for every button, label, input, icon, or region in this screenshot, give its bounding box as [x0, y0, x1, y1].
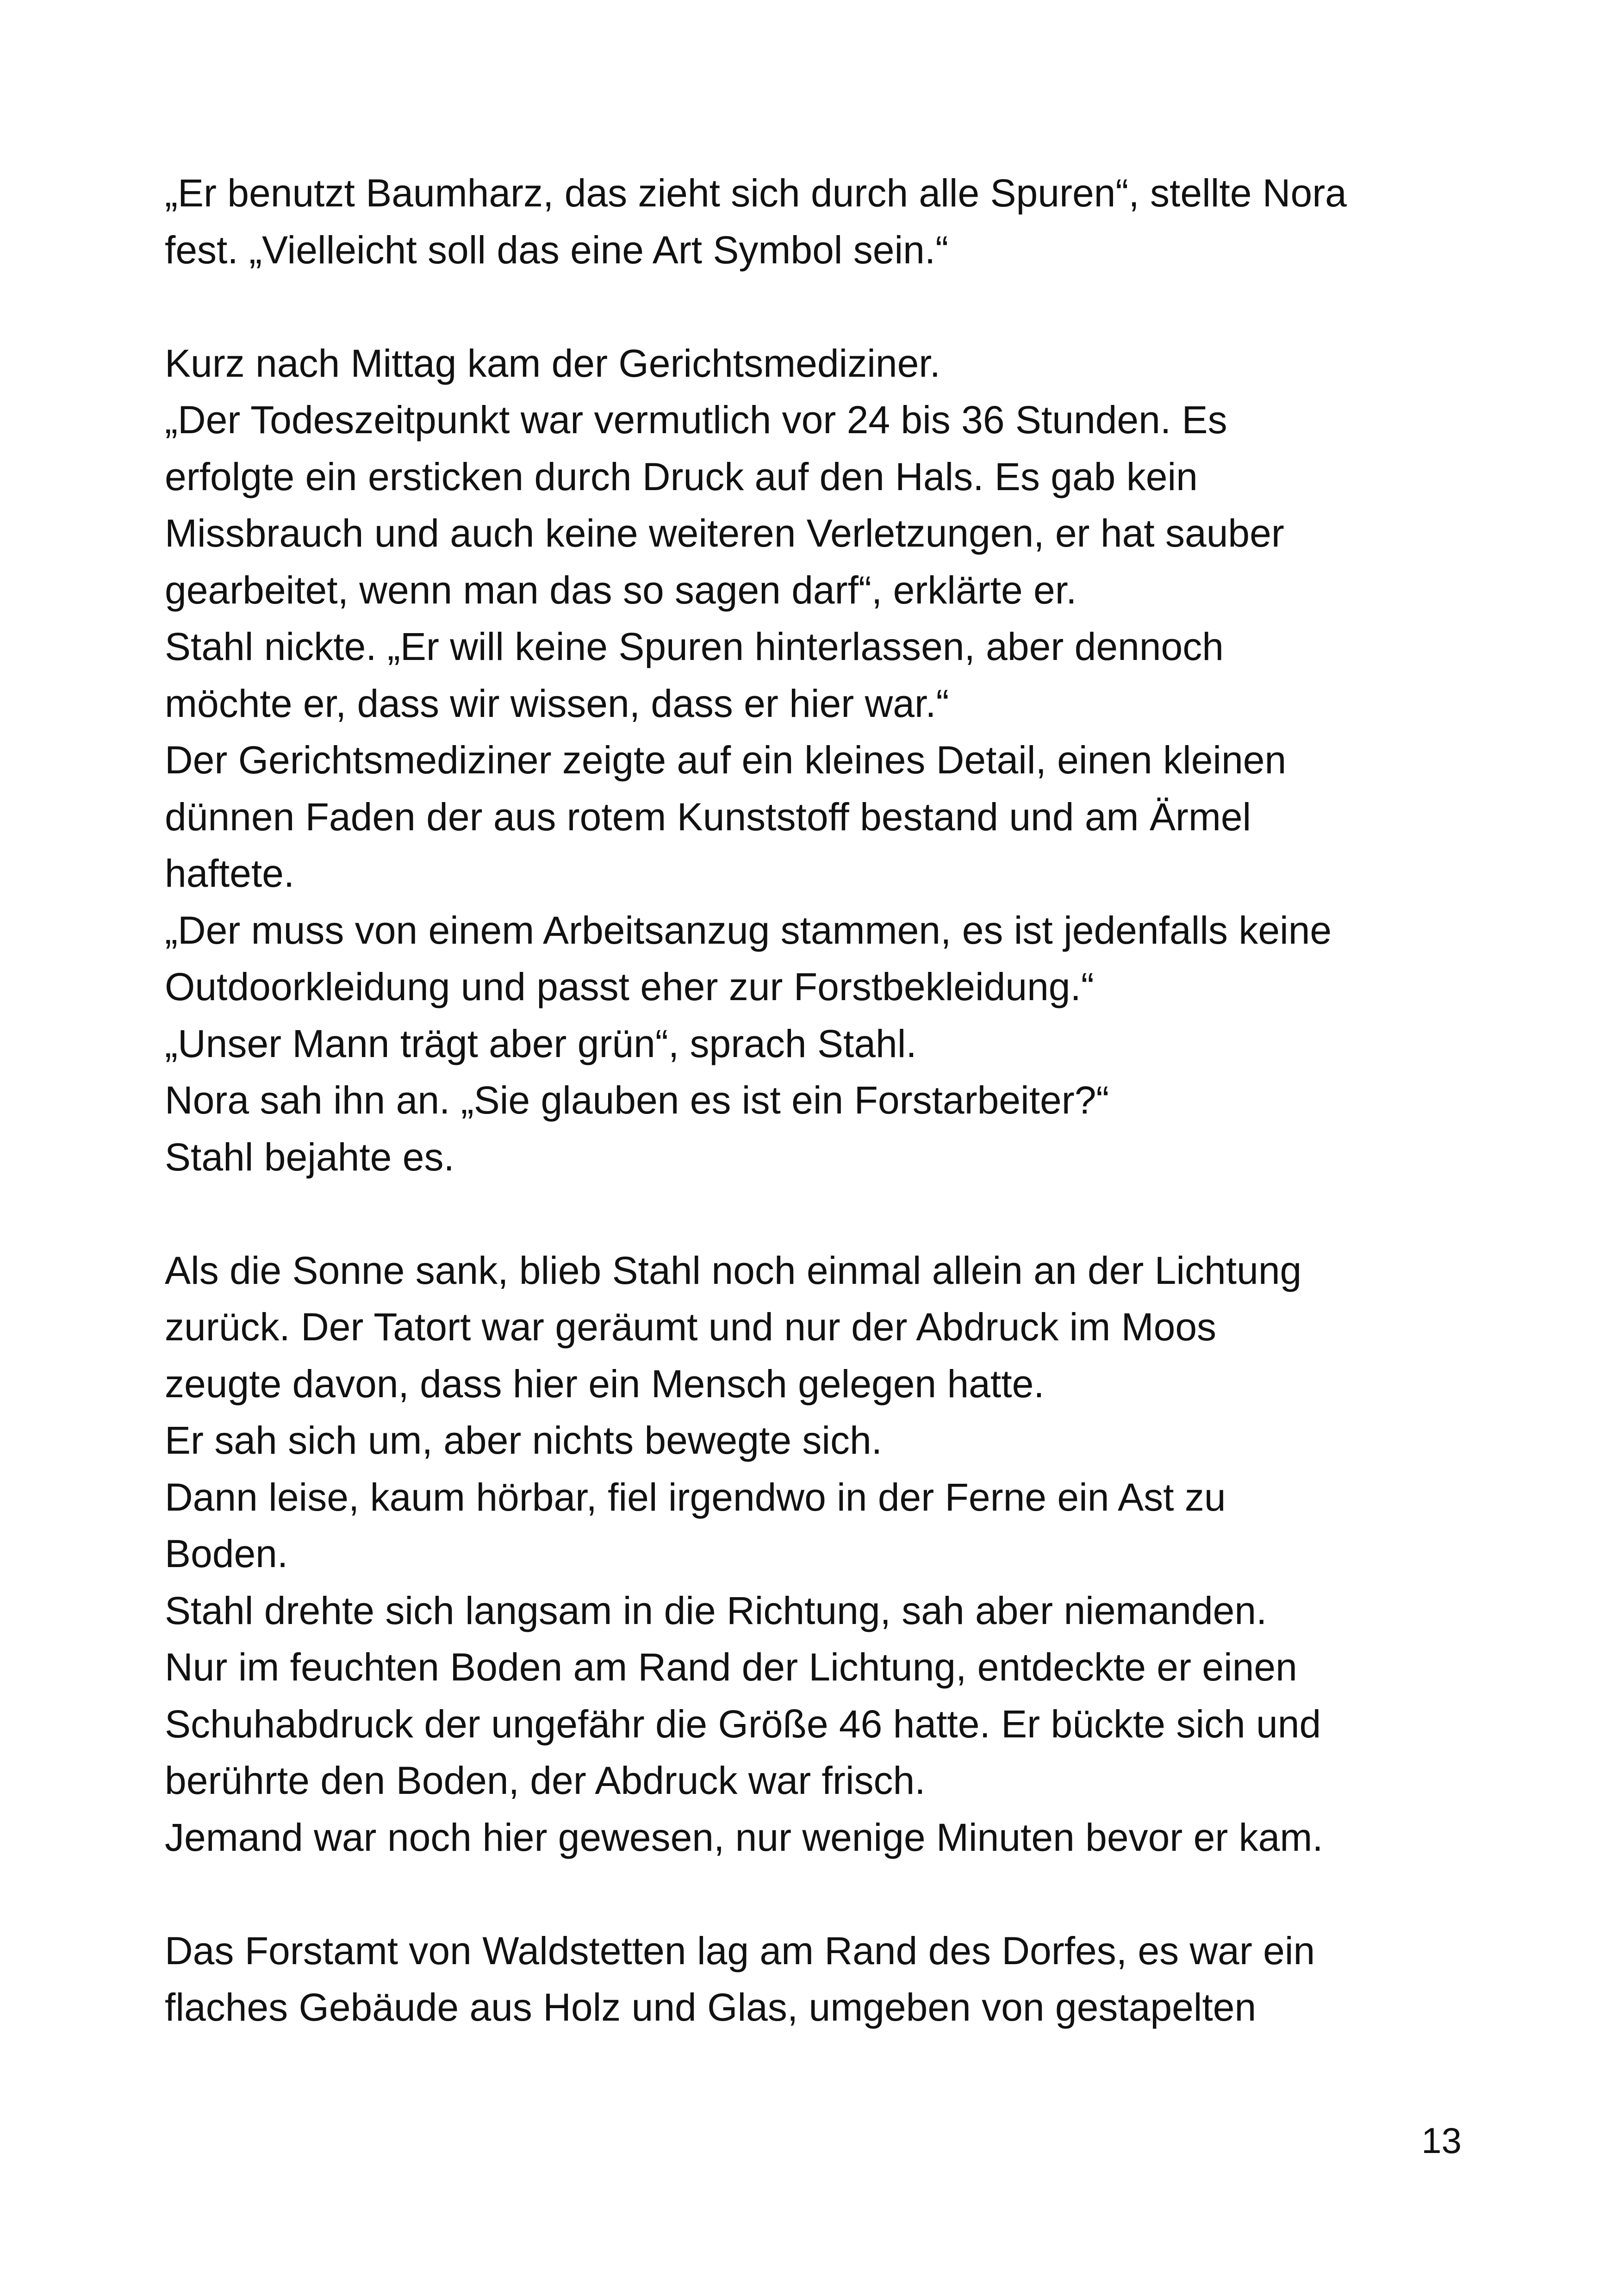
text-line: zurück. Der Tatort war geräumt und nur der Abdruck im Moos [165, 1305, 1217, 1349]
text-line: Dann leise, kaum hörbar, fiel irgendwo in der Ferne ein Ast zu [165, 1475, 1226, 1519]
text-line: „Unser Mann trägt aber grün“, sprach Stahl. [165, 1021, 917, 1065]
text-line: „Der Todeszeitpunkt war vermutlich vor 24 bis 36 Stunden. Es [165, 398, 1227, 442]
paragraph-gap [165, 1866, 1461, 1923]
body-text [165, 165, 1461, 2036]
paragraph [165, 1923, 1461, 2036]
text-line: Nur im feuchten Boden am Rand der Lichtung, entdeckte er einen [165, 1645, 1297, 1689]
text-line: Missbrauch und auch keine weiteren Verletzungen, er hat sauber [165, 511, 1284, 555]
paragraph [165, 1242, 1461, 1866]
text-line: berührte den Boden, der Abdruck war frisch. [165, 1759, 926, 1802]
text-line: Stahl nickte. „Er will keine Spuren hinterlassen, aber dennoch [165, 625, 1224, 668]
text-line: Er sah sich um, aber nichts bewegte sich. [165, 1419, 883, 1462]
text-line: Stahl drehte sich langsam in die Richtung, sah aber niemanden. [165, 1588, 1267, 1632]
text-line: „Er benutzt Baumharz, das zieht sich durch alle Spuren“, stellte Nora [165, 171, 1347, 215]
text-line: gearbeitet, wenn man das so sagen darf“, erklärte er. [165, 568, 1077, 612]
page-number: 13 [1421, 2120, 1462, 2161]
text-line: Das Forstamt von Waldstetten lag am Rand des Dorfes, es war ein [165, 1929, 1315, 1972]
text-line: Nora sah ihn an. „Sie glauben es ist ein Forstarbeiter?“ [165, 1078, 1109, 1122]
text-line: Der Gerichtsmediziner zeigte auf ein kleines Detail, einen kleinen [165, 738, 1287, 782]
text-line: Boden. [165, 1532, 288, 1575]
text-line: zeugte davon, dass hier ein Mensch gelegen hatte. [165, 1362, 1045, 1406]
text-line: Stahl bejahte es. [165, 1135, 454, 1179]
text-line: Als die Sonne sank, blieb Stahl noch einmal allein an der Lichtung [165, 1248, 1302, 1292]
text-line: Schuhabdruck der ungefähr die Größe 46 hatte. Er bückte sich und [165, 1702, 1321, 1746]
text-line: Jemand war noch hier gewesen, nur wenige Minuten bevor er kam. [165, 1815, 1323, 1859]
text-line: möchte er, dass wir wissen, dass er hier war.“ [165, 681, 949, 725]
paragraph-gap [165, 1185, 1461, 1242]
text-line: dünnen Faden der aus rotem Kunststoff bestand und am Ärmel [165, 795, 1251, 839]
paragraph-gap [165, 278, 1461, 335]
text-line: Outdoorkleidung und passt eher zur Forstbekleidung.“ [165, 965, 1094, 1008]
text-line: flaches Gebäude aus Holz und Glas, umgeben von gestapelten [165, 1985, 1257, 2029]
paragraph [165, 165, 1461, 278]
text-line: „Der muss von einem Arbeitsanzug stammen, es ist jedenfalls keine [165, 908, 1332, 952]
text-line: Kurz nach Mittag kam der Gerichtsmediziner. [165, 341, 940, 385]
text-line: haftete. [165, 852, 295, 895]
text-line: erfolgte ein ersticken durch Druck auf den Hals. Es gab kein [165, 454, 1198, 498]
paragraph [165, 335, 1461, 1186]
text-line: fest. „Vielleicht soll das eine Art Symbol sein.“ [165, 228, 949, 272]
